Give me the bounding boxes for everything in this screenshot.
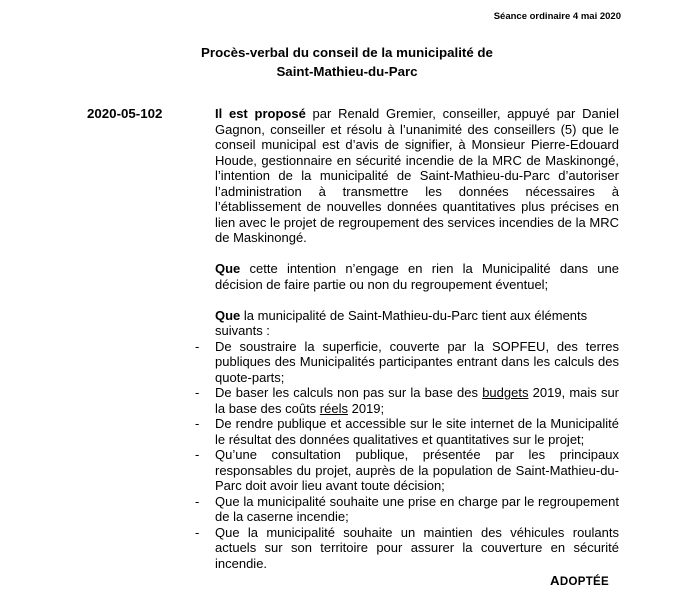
intention-lead: Que: [215, 261, 241, 276]
adopted-rest: DOPTÉE: [559, 576, 609, 588]
bullet-dash: -: [195, 493, 200, 509]
bullet-dash: -: [195, 447, 200, 462]
list-item-text-mid: 2019, mais sur la base des coûts: [215, 385, 620, 416]
title-line-2: Saint-Mathieu-du-Parc: [276, 64, 418, 79]
intention-text: cette intention n’engage en rien la Municipalité dans une décision de faire partie ou non du regroupement éventuel;: [215, 261, 619, 292]
adopted-initial: A: [550, 573, 560, 588]
intention-paragraph: [215, 261, 619, 292]
adopted-label: [550, 573, 609, 588]
list-item: [195, 447, 619, 494]
elements-text: la municipalité de Saint-Mathieu-du-Parc tient aux éléments suivants :: [215, 307, 588, 338]
list-item: [195, 385, 620, 416]
resolution-number: 2020-05-102: [87, 106, 163, 121]
bullet-dash: -: [195, 524, 200, 540]
list-item: [195, 416, 619, 447]
list-item-text: Que la municipalité souhaite une prise en charge par le regroupement de la caserne incendie;: [215, 493, 619, 524]
session-header: Séance ordinaire 4 mai 2020: [493, 11, 621, 22]
list-item-text: Que la municipalité souhaite un maintien des véhicules roulants actuels sur son territoire pour assurer la couverture en sécurité incendie.: [215, 524, 619, 571]
elements-list: [195, 338, 620, 572]
proposal-lead: Il est proposé: [215, 106, 306, 121]
list-item: [195, 524, 619, 572]
document-title: [0, 43, 694, 81]
underlined-reels: réels: [319, 400, 348, 416]
proposal-paragraph: [215, 106, 619, 246]
list-item: [195, 493, 619, 525]
title-line-1: Procès-verbal du conseil de la municipalité de: [201, 45, 493, 60]
list-item-text: De soustraire la superficie, couverte par la SOPFEU, des terres publiques des Municipalités participantes entrant dans les calculs des quote-parts;: [215, 338, 619, 385]
list-item-text: De rendre publique et accessible sur le site internet de la Municipalité le résultat des données qualitatives et quantitatives sur le projet;: [215, 416, 619, 447]
underlined-budgets: budgets: [482, 385, 529, 400]
proposal-text: par Renald Gremier, conseiller, appuyé par Daniel Gagnon, conseiller et résolu à l’unanimité des conseillers (5) que le conseil municipal est d’avis de signifier, à Monsieur Pierre-Edouard Houde, gestionnaire en sécurité incendie de la MRC de Maskinongé, l’intention de la municipalité de Saint-Mathieu-du-Parc d’autoriser l’administration à transmettre les données nécessaires à l’établissement de nouvelles données quantitatives plus précises en lien avec le projet de regroupement des services incendies de la MRC de Maskinongé.: [215, 106, 619, 245]
list-item-text-pre: De baser les calculs non pas sur la base des: [215, 385, 483, 400]
bullet-dash: -: [195, 385, 200, 400]
list-item-text: Qu’une consultation publique, présentée par les principaux responsables du projet, auprès de la population de Saint-Mathieu-du-Parc doit avoir lieu avant toute décision;: [215, 447, 619, 493]
bullet-dash: -: [195, 416, 200, 431]
bullet-dash: -: [195, 338, 200, 354]
resolution-body: [195, 106, 620, 571]
elements-lead: Que: [215, 307, 241, 323]
list-item: [195, 338, 619, 386]
elements-paragraph: [215, 308, 619, 339]
list-item-text-post: 2019;: [347, 400, 385, 416]
